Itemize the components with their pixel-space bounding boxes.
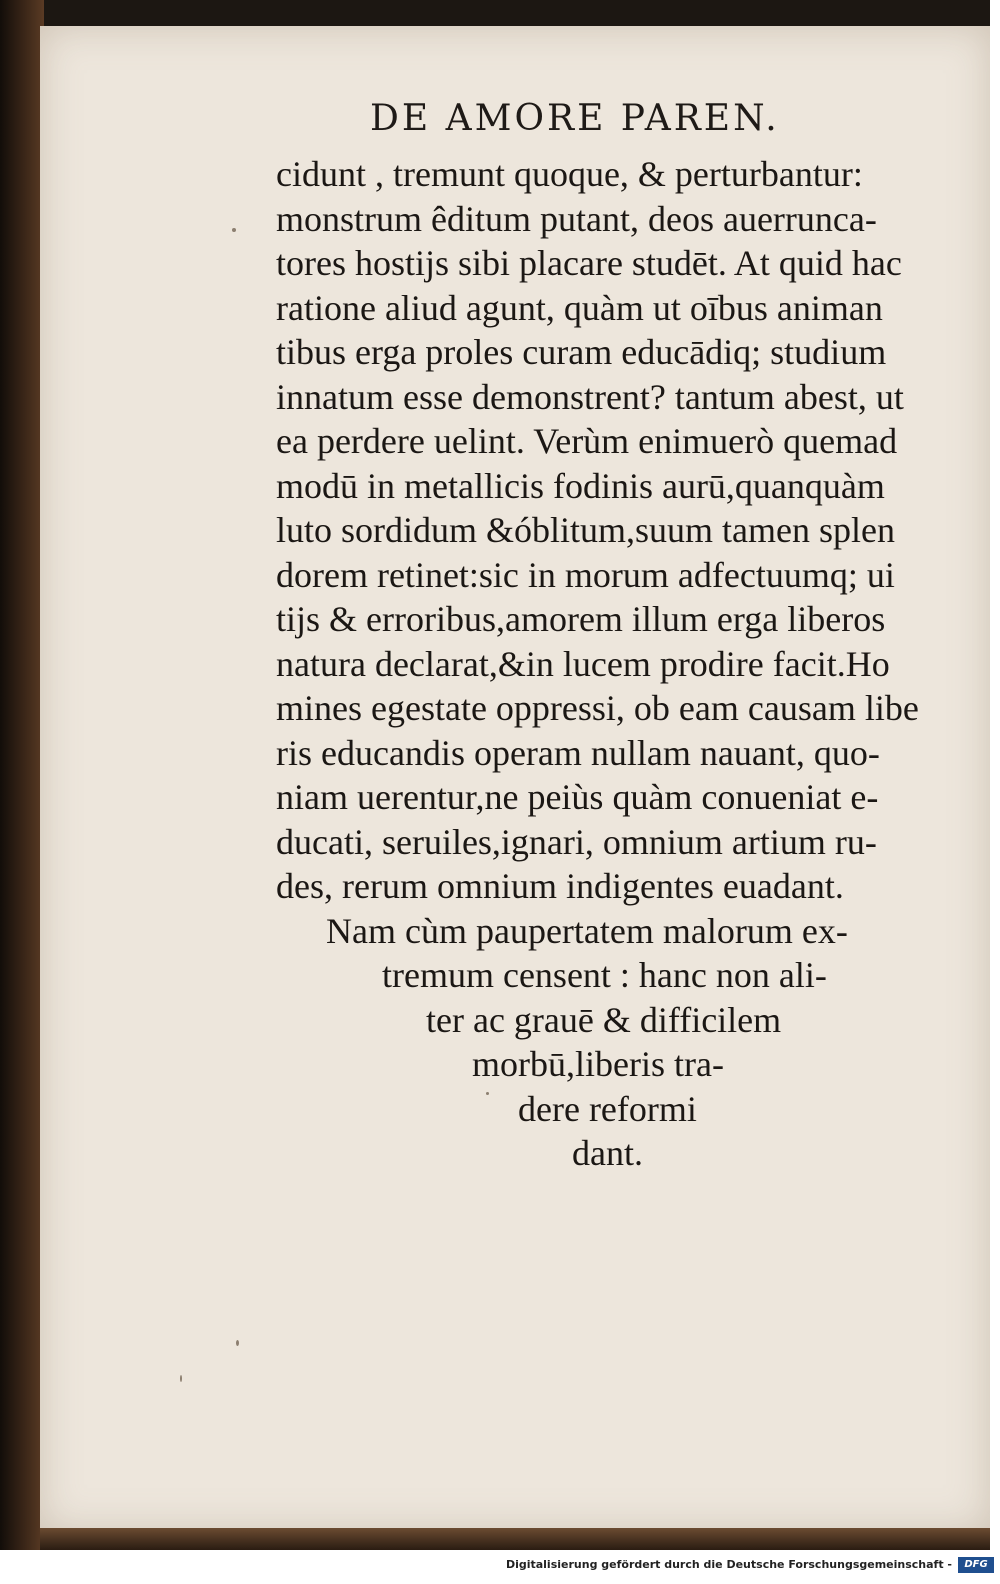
paper-speck: [232, 228, 236, 232]
text-line: mines egestate oppressi, ob eam causam libe: [276, 688, 919, 728]
text-line: monstrum êditum putant, deos auerrunca-: [276, 198, 877, 239]
text-line: modū in metallicis fodinis aurū,quanquàm: [276, 465, 885, 506]
tail-line: morbū,liberis tra-: [472, 1044, 724, 1084]
text-line: cidunt , tremunt quoque, & perturbantur:: [276, 154, 863, 194]
tail-line: tremum censent : hanc non ali-: [382, 955, 827, 995]
text-line: niam uerentur,ne peiùs quàm conueniat e-: [276, 777, 879, 817]
text-line: dorem retinet:sic in morum adfectuumq; ui: [276, 554, 895, 595]
funding-credit: Digitalisierung gefördert durch die Deutsche Forschungsgemeinschaft -: [505, 1558, 952, 1571]
text-line: luto sordidum &óblitum,suum tamen splen: [276, 510, 895, 550]
text-line: ratione aliud agunt, quàm ut oībus animan: [276, 287, 883, 328]
tail-line: Nam cùm paupertatem malorum ex-: [326, 910, 848, 951]
text-line: ducati, seruiles,ignari, omnium artium ru-: [276, 821, 877, 862]
text-line: natura declarat,&in lucem prodire facit.Ho: [276, 643, 890, 684]
dfg-logo: DFG: [958, 1557, 994, 1573]
text-line: tores hostijs sibi placare studēt. At quid hac: [276, 243, 902, 283]
paper-speck: [236, 1340, 239, 1346]
footer-bar: [0, 1550, 1000, 1584]
body-text: [276, 152, 966, 1176]
tail-line: dere reformi: [518, 1088, 697, 1129]
text-line: des, rerum omnium indigentes euadant.: [276, 866, 844, 906]
running-head: DE AMORE PAREN.: [370, 98, 780, 139]
book-spine-edge: [0, 0, 44, 1550]
paper-speck: [180, 1375, 182, 1382]
tail-line: ter ac grauē & difficilem: [426, 999, 782, 1040]
text-line: ea perdere uelint. Verùm enimuerò quemad: [276, 421, 898, 461]
text-line: ris educandis operam nullam nauant, quo-: [276, 732, 880, 773]
tail-line: dant.: [572, 1133, 643, 1173]
text-line: tibus erga proles curam educādiq; studium: [276, 332, 887, 372]
page-bottom-edge: [40, 1528, 990, 1550]
text-line: innatum esse demonstrent? tantum abest, ut: [276, 376, 904, 417]
text-line: tijs & erroribus,amorem illum erga liberos: [276, 599, 886, 639]
